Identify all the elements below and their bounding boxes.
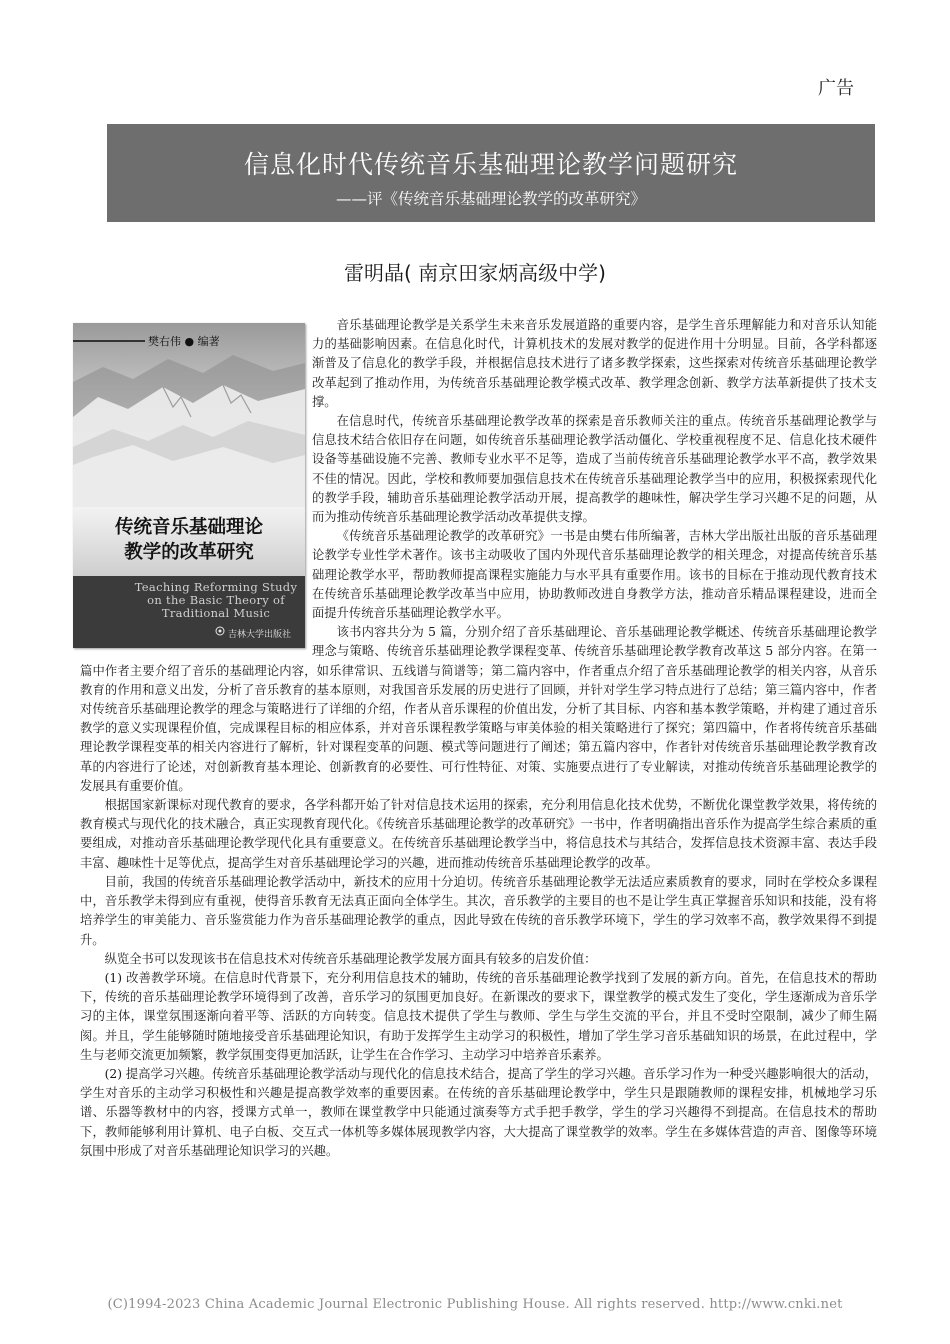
cover-english-line: Teaching Reforming Study — [134, 580, 298, 594]
cover-title-line: 传统音乐基础理论 — [114, 517, 263, 538]
cover-english-line: Traditional Music — [161, 606, 271, 620]
paragraph: 音乐基础理论教学是关系学生未来音乐发展道路的重要内容，是学生音乐理解能力和对音乐认知能力的基础影响因素。在信息化时代，计算机技术的发展对教学的促进作用十分明显。目前，各学科都逐渐普及了信息化的教学手段，并根据信息技术进行了诸多教学探索，这些探索对传统音乐基础理论教学改革起到了推动作用，为传统音乐基础理论教学模式改革、教学理念创新、教学方法革新提供了技术支撑。 — [312, 318, 877, 409]
cover-title-line: 教学的改革研究 — [124, 542, 254, 563]
article-subtitle: ——评《传统音乐基础理论教学的改革研究》 — [335, 190, 646, 208]
ad-label: 广告 — [818, 78, 854, 99]
cover-author: 樊右伟 ● 编著 — [148, 335, 220, 348]
title-banner — [107, 124, 875, 222]
cover-spacer — [80, 316, 312, 660]
paragraph: 在信息时代，传统音乐基础理论教学改革的探索是音乐教师关注的重点。传统音乐基础理论教学与信息技术结合依旧存在问题，如传统音乐基础理论教学活动僵化、学校重视程度不足、信息化技术硬件设备等基础设施不完善、教师专业水平不足等，造成了当前传统音乐基础理论教学水平不高，教学效果不佳的情况。因此，学校和教师要加强信息技术在传统音乐基础理论教学当中的应用，积极探索现代化的教学手段，辅助音乐基础理论教学活动开展，提高教学的趣味性，解决学生学习兴趣不足的问题，从而为推动传统音乐基础理论教学活动改革提供支撑。 — [312, 414, 877, 525]
paragraph: 纵览全书可以发现该书在信息技术对传统音乐基础理论教学发展方面具有较多的启发价值： — [104, 951, 597, 966]
paragraph: (2) 提高学习兴趣。传统音乐基础理论教学活动与现代化的信息技术结合，提高了学生的学习兴趣。音乐学习作为一种受兴趣影响很大的活动，学生对音乐的主动学习积极性和兴趣是提高教学效率的重要因素。在传统的音乐基础理论教学中，学生只是跟随教师的课程安排，机械地学习乐谱、乐器等教材中的内容，授课方式单一，教师在课堂教学中只能通过演奏等方式手把手教学，学生的学习兴趣得不到提高。在信息技术的帮助下，教师能够利用计算机、电子白板、交互式一体机等多媒体展现教学内容，大大提高了课堂教学的效率。学生在多媒体营造的声音、图像等环境氛围中形成了对音乐基础理论知识学习的兴趣。 — [80, 1066, 877, 1158]
article-body — [80, 316, 877, 1161]
paragraph: (1) 改善教学环境。在信息时代背景下，充分利用信息技术的辅助，传统的音乐基础理论教学找到了发展的新方向。首先，在信息技术的帮助下，传统的音乐基础理论教学环境得到了改善，音乐学习的氛围更加良好。在新课改的要求下，课堂教学的模式发生了变化，学生逐渐成为音乐学习的主体，课堂氛围逐渐向着平等、活跃的方向转变。信息技术提供了学生与教师、学生与学生交流的平台，并且不受时空限制，减少了师生隔阂。并且，学生能够随时随地接受音乐基础理论知识，有助于发挥学生主动学习的积极性，增加了学生学习音乐基础知识的场景，在此过程中，学生与老师交流更加频繁，教学氛围变得更加活跃，让学生在合作学习、主动学习中培养音乐素养。 — [80, 970, 877, 1062]
cover-publisher: 吉林大学出版社 — [228, 630, 292, 640]
paragraph: 根据国家新课标对现代教育的要求，各学科都开始了针对信息技术运用的探索，充分利用信息化技术优势，不断优化课堂教学效果，将传统的教育模式与现代化的技术融合，真正实现教育现代化。《传统音乐基础理论教学的改革研究》一书中，作者明确指出音乐作为提高学生综合素质的重要组成，对推动音乐基础理论教学现代化具有重要意义。在传统音乐基础理论教学当中，将信息技术与其结合，发挥信息技术资源丰富、表达手段丰富、趣味性十足等优点，提高学生对音乐基础理论学习的兴趣，进而推动传统音乐基础理论教学的改革。 — [80, 798, 877, 870]
copyright-footer: (C)1994-2023 China Academic Journal Electronic Publishing House. All rights reserved. http://www.cnki.net — [107, 1297, 843, 1312]
cover-english-line: on the Basic Theory of — [147, 593, 285, 607]
paragraph: 《传统音乐基础理论教学的改革研究》一书是由樊右伟所编著，吉林大学出版社出版的音乐基础理论教学专业性学术著作。该书主动吸收了国内外现代音乐基础理论教学的相关理念，对提高传统音乐基础理论教学水平，帮助教师提高课程实施能力与水平具有重要作用。该书的目标在于推动现代教育技术在传统音乐基础理论教学改革当中应用，协助教师改进自身教学方法，推动音乐精品课程建设，进而全面提升传统音乐基础理论教学水平。 — [312, 529, 877, 621]
paragraph: 目前，我国的传统音乐基础理论教学活动中，新技术的应用十分迫切。传统音乐基础理论教学无法适应素质教育的要求，同时在学校众多课程中，音乐教学未得到应有重视，使得音乐教育无法真正面向全体学生。其次，音乐教学的主要目的也不是让学生真正掌握音乐知识和技能，没有将培养学生的审美能力、音乐鉴赏能力作为音乐基础理论教学的重点，因此导致在传统的音乐教学环境下，学生的学习效率不高，教学效果得不到提升。 — [80, 874, 877, 947]
article-title: 信息化时代传统音乐基础理论教学问题研究 — [243, 150, 738, 179]
author-line: 雷明晶( 南京田家炳高级中学) — [344, 261, 606, 285]
paragraph: 该书内容共分为 5 篇，分别介绍了音乐基础理论、音乐基础理论教学概述、传统音乐基础理论教学理念与策略、传统音乐基础理论教学课程变革、传统音乐基础理论教学教育改革这 5 部分内容。在第一篇中作者主要介绍了音乐的基础理论内容，如乐律常识、五线谱与简谱等；第二篇内容中，作者重点介绍了音乐基础理论教学的相关内容，从音乐教育的作用和意义出发，分析了音乐教育的基本原则，对我国音乐发展的历史进行了回顾，并针对学生学习特点进行了总结；第三篇内容中，作者对传统音乐基础理论教学的理念与策略进行了详细的介绍，作者从音乐课程的价值出发，分析了其目标、内容和基本教学策略，并构建了通过音乐教学的意义实现课程价值，完成课程目标的相应体系，并对音乐课程教学策略与审美体验的相关策略进行了探究；第四篇中，作者将传统音乐基础理论教学课程变革的相关内容进行了解析，针对课程变革的问题、模式等问题进行了阐述；第五篇内容中，作者针对传统音乐基础理论教学教育改革的内容进行了论述，对创新教育基本理论、创新教育的必要性、可行性特征、对策、实施要点进行了专业解读，对推动传统音乐基础理论教学的发展具有重要价值。 — [80, 625, 877, 793]
